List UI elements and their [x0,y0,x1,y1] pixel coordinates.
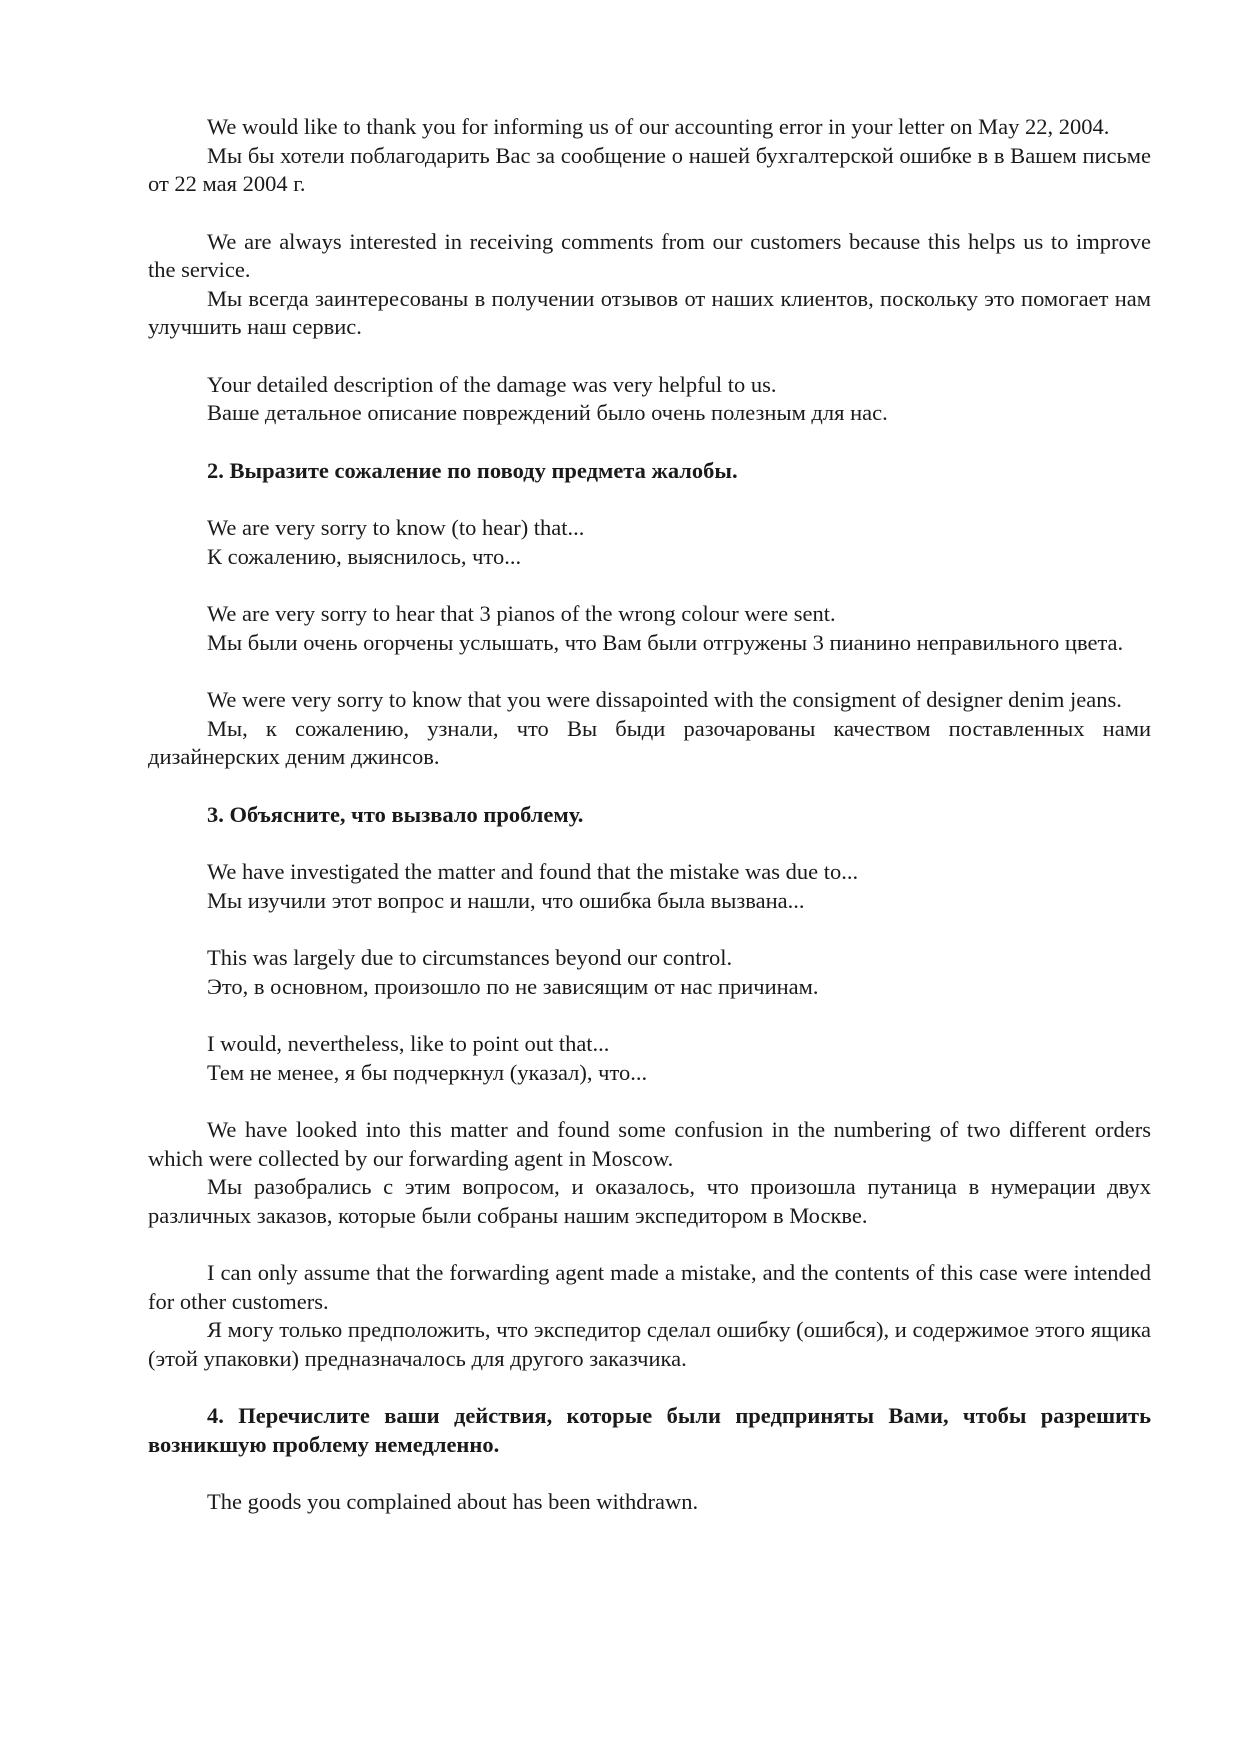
russian-translation: Мы разобрались с этим вопросом, и оказалось, что произошла путаница в нумерации двух различных заказов, которые были собраны нашим экспедитором в Москве. [148,1174,1151,1228]
paragraph-pair [148,113,1151,199]
russian-translation: К сожалению, выяснилось, что... [207,543,522,569]
english-sentence: We are very sorry to hear that 3 pianos of the wrong colour were sent. [207,601,836,626]
paragraph-pair [148,1030,1151,1087]
paragraph-pair [148,1116,1151,1230]
english-sentence: We were very sorry to know that you were dissapointed with the consigment of designer denim jeans. [207,687,1122,712]
paragraph-pair [148,371,1151,428]
section-heading: 4. Перечислите ваши действия, которые были предприняты Вами, чтобы разрешить возникшую проблему немедленно. [148,1403,1151,1457]
russian-translation: Я могу только предположить, что экспедитор сделал ошибку (ошибся), и содержимое этого ящика (этой упаковки) предназначалось для другого заказчика. [148,1317,1151,1371]
russian-translation: Мы были очень огорчены услышать, что Вам были отгружены 3 пианино неправильного цвета. [207,629,1124,655]
document-page [148,113,1151,1517]
english-sentence: This was largely due to circumstances beyond our control. [207,945,733,970]
russian-translation: Ваше детальное описание повреждений было очень полезным для нас. [207,400,888,425]
paragraph-pair [148,944,1151,1001]
paragraph-pair [148,228,1151,342]
english-sentence: We have investigated the matter and found that the mistake was due to... [207,859,859,884]
paragraph-pair [148,600,1151,657]
section-heading: 2. Выразите сожаление по поводу предмета жалобы. [207,457,738,483]
english-sentence: The goods you complained about has been withdrawn. [207,1489,699,1514]
english-sentence: We have looked into this matter and found some confusion in the numbering of two different orders which were collected by our forwarding agent in Moscow. [148,1117,1151,1171]
english-sentence: I would, nevertheless, like to point out that... [207,1031,610,1056]
paragraph-pair [148,858,1151,915]
paragraph-pair [148,686,1151,772]
section-heading: 3. Объясните, что вызвало проблему. [207,801,584,827]
english-sentence: We would like to thank you for informing us of our accounting error in your letter on May 22, 2004. [207,114,1110,139]
paragraph-pair [148,1259,1151,1373]
english-sentence: We are always interested in receiving comments from our customers because this helps us to improve the service. [148,228,1151,282]
russian-translation: Мы изучили этот вопрос и нашли, что ошибка была вызвана... [207,887,805,913]
english-sentence: I can only assume that the forwarding agent made a mistake, and the contents of this case were intended for other customers. [148,1260,1151,1314]
russian-translation: Мы бы хотели поблагодарить Вас за сообщение о нашей бухгалтерской ошибке в в Вашем письме от 22 мая 2004 г. [148,142,1151,196]
russian-translation: Мы, к сожалению, узнали, что Вы быди разочарованы качеством поставленных нами дизайнерских деним джинсов. [148,715,1151,769]
paragraph-pair [148,514,1151,571]
paragraph-single [148,1488,1151,1517]
english-sentence: We are very sorry to know (to hear) that... [207,515,585,540]
russian-translation: Мы всегда заинтересованы в получении отзывов от наших клиентов, поскольку это помогает нам улучшить наш сервис. [148,285,1151,339]
russian-translation: Это, в основном, произошло по не зависящим от нас причинам. [207,973,819,999]
russian-translation: Тем не менее, я бы подчеркнул (указал), что... [207,1059,648,1085]
english-sentence: Your detailed description of the damage was very helpful to us. [207,371,777,397]
